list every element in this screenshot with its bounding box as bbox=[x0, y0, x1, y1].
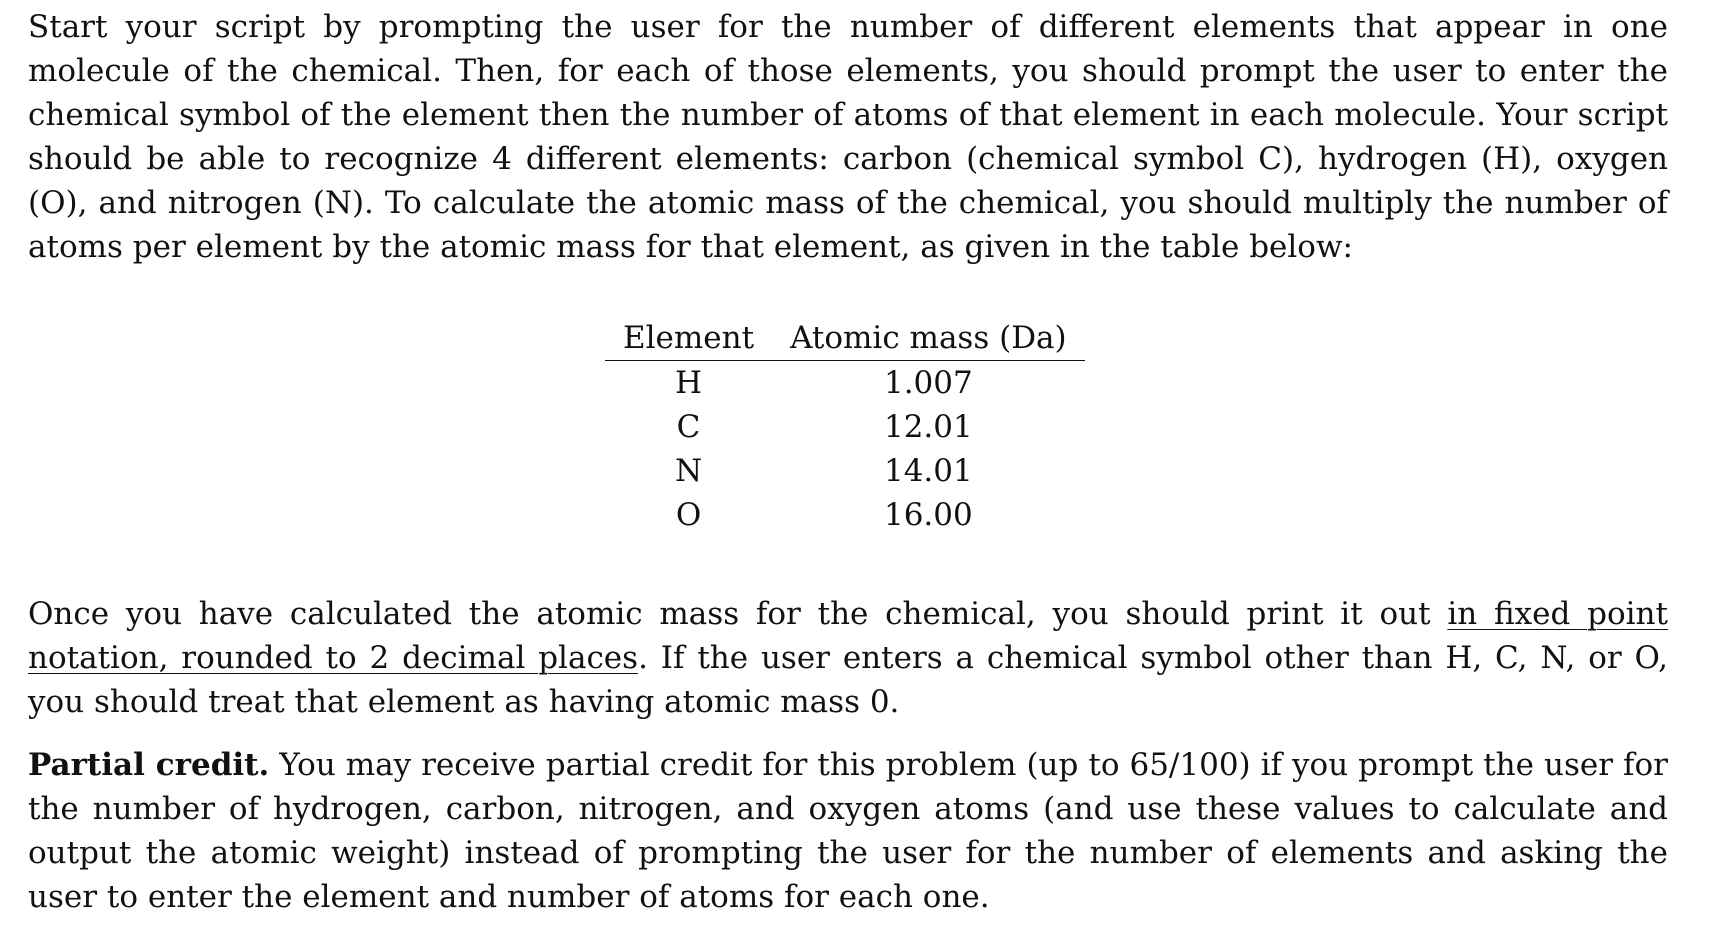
table-row bbox=[605, 405, 1085, 449]
mass-cell: 12.01 bbox=[883, 409, 973, 445]
mass-cell: 16.00 bbox=[883, 497, 973, 533]
fixed-point-underlined-text: in fixed point notation, rounded to 2 decimal places bbox=[28, 596, 1668, 676]
mass-cell: 1.007 bbox=[883, 365, 973, 401]
atomic-mass-table bbox=[605, 316, 1085, 537]
output-format-paragraph bbox=[28, 592, 1668, 724]
output-text-before: Once you have calculated the atomic mass for the chemical, you should print it out bbox=[28, 596, 1448, 632]
partial-credit-paragraph bbox=[28, 743, 1668, 919]
mass-cell: 14.01 bbox=[883, 453, 973, 489]
element-column-header: Element bbox=[605, 316, 772, 361]
partial-credit-heading: Partial credit. bbox=[28, 747, 270, 783]
intro-paragraph: Start your script by prompting the user for the number of different elements that appear in one molecule of the chemical. Then, for each of those elements, you should prompt the user to enter the chemical symbol of the element then the number of atoms of that element in each molecule. Your script should be able to recognize 4 different elements: carbon (chemical symbol C), hydrogen (H), oxygen (O), and nitrogen (N). To calculate the atomic mass of the chemical, you should multiply the number of atoms per element by the atomic mass for that element, as given in the table below: bbox=[28, 9, 1668, 265]
element-cell: N bbox=[674, 453, 703, 489]
element-cell: O bbox=[675, 497, 702, 533]
table-row bbox=[605, 493, 1085, 537]
table-row bbox=[605, 361, 1085, 406]
atomic-mass-column-header: Atomic mass (Da) bbox=[772, 316, 1085, 361]
element-cell: H bbox=[675, 365, 703, 401]
table-header-row bbox=[605, 316, 1085, 361]
table-row bbox=[605, 449, 1085, 493]
partial-credit-body: You may receive partial credit for this problem (up to 65/100) if you prompt the user for the number of hydrogen, carbon, nitrogen, and oxygen atoms (and use these values to calculate and output the atomic weight) instead of prompting the user for the number of elements and asking the user to enter the element and number of atoms for each one. bbox=[28, 747, 1668, 915]
output-text-after: . If the user enters a chemical symbol other than H, C, N, or O, you should treat that element as having atomic mass 0. bbox=[28, 640, 1668, 720]
element-cell: C bbox=[676, 409, 701, 445]
